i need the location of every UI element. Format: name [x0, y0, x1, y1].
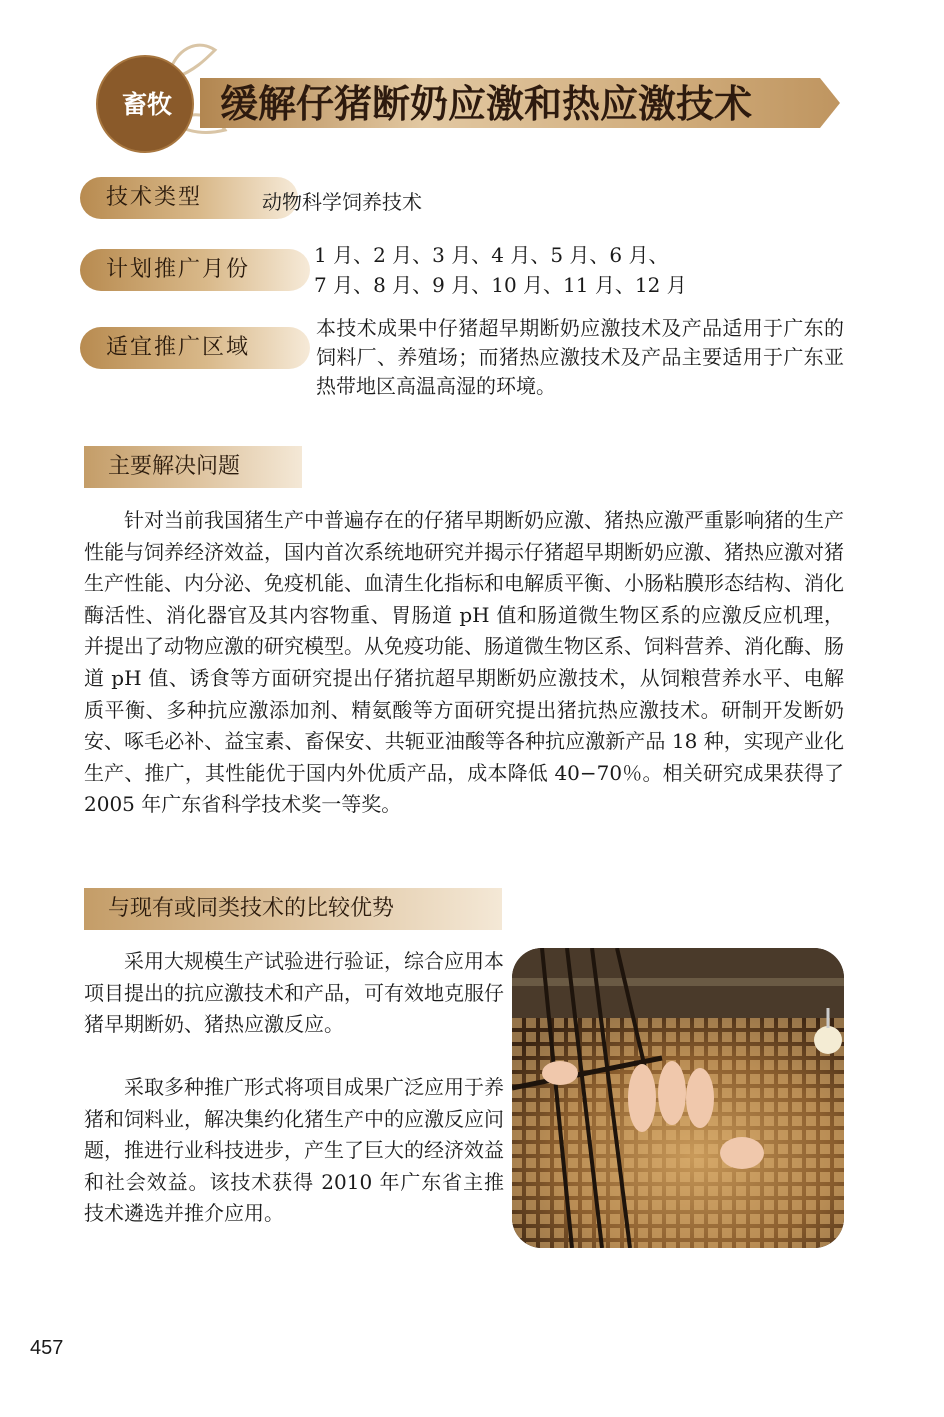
- category-label: 畜牧: [121, 90, 172, 119]
- months-line-2: 7 月、8 月、9 月、10 月、11 月、12 月: [314, 273, 687, 297]
- region-label: 适宜推广区域: [80, 327, 310, 369]
- header-banner: [0, 0, 944, 170]
- piglets-photo: [512, 948, 844, 1248]
- months-line-1: 1 月、2 月、3 月、4 月、5 月、6 月、: [314, 243, 669, 267]
- page-title: 缓解仔猪断奶应激和热应激技术: [220, 82, 753, 126]
- months-value: [314, 240, 687, 300]
- tech-type-label: 技术类型: [80, 177, 298, 219]
- section-heading-problem: 主要解决问题: [84, 446, 302, 488]
- section-heading-advantage: 与现有或同类技术的比较优势: [84, 888, 502, 930]
- problem-body: 针对当前我国猪生产中普遍存在的仔猪早期断奶应激、猪热应激严重影响猪的生产性能与饲养经济效益，国内首次系统地研究并揭示仔猪超早期断奶应激、猪热应激对猪生产性能、内分泌、免疫机能、血清生化指标和电解质平衡、小肠粘膜形态结构、消化酶活性、消化器官及其内容物重、胃肠道 pH 值和肠道微生物区系的应激反应机理，并提出了动物应激的研究模型。从免疫功能、肠道微生物区系、饲料营养、消化酶、肠道 pH 值、诱食等方面研究提出仔猪抗超早期断奶应激技术，从饲粮营养水平、电解质平衡、多种抗应激添加剂、精氨酸等方面研究提出猪抗热应激技术。研制开发断奶安、啄毛必补、益宝素、畜保安、共轭亚油酸等各种抗应激新产品 18 种，实现产业化生产、推广，其性能优于国内外优质产品，成本降低 40−70％。相关研究成果获得了 2005 年广东省科学技术奖一等奖。: [84, 508, 844, 817]
- months-label: 计划推广月份: [80, 249, 310, 291]
- piglets-photo-graphic: [512, 948, 844, 1248]
- tech-type-value: 动物科学饲养技术: [262, 190, 422, 214]
- advantage-body-1: 采用大规模生产试验进行验证，综合应用本项目提出的抗应激技术和产品，可有效地克服仔猪早期断奶、猪热应激反应。: [84, 949, 504, 1037]
- page-number: 457: [30, 1337, 64, 1359]
- advantage-body-2: 采取多种推广形式将项目成果广泛应用于养猪和饲料业，解决集约化猪生产中的应激反应问题，推进行业科技进步，产生了巨大的经济效益和社会效益。该技术获得 2010 年广东省主推技术遴选并推介应用。: [84, 1075, 504, 1226]
- region-value: 本技术成果中仔猪超早期断奶应激技术及产品适用于广东的饲料厂、养殖场；而猪热应激技术及产品主要适用于广东亚热带地区高温高湿的环境。: [316, 316, 844, 398]
